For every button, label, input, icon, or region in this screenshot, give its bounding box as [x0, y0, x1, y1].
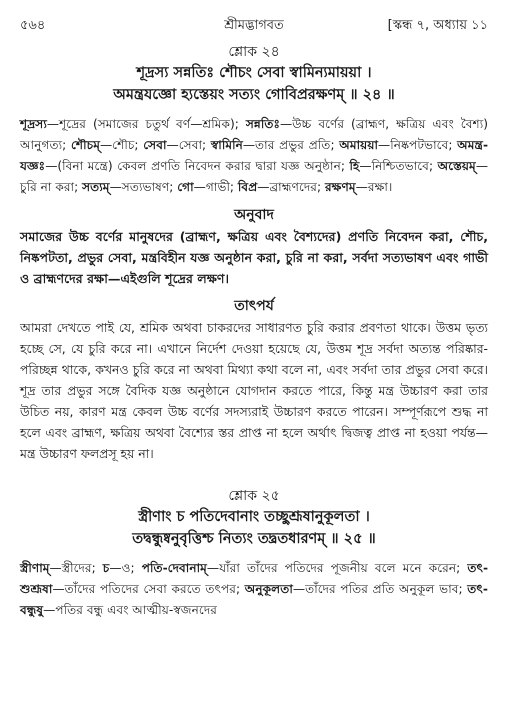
page: [20, 14, 488, 621]
verse-24-synonyms: [20, 114, 488, 198]
synonym-meaning: —নিষ্কপটভাবে;: [378, 138, 458, 152]
synonym-meaning: —শৌচ;: [99, 138, 144, 152]
synonym-word: তৎ-শুশ্রূষা: [20, 561, 489, 596]
book-title: শ্রীমদ্ভাগবত: [224, 18, 284, 33]
synonym-word: হি: [349, 159, 360, 173]
synonym-word: রক্ষণম্: [324, 180, 356, 194]
verse-24-purport: আমরা দেখতে পাই যে, শ্রমিক অথবা চাকরদের সাধারণত চুরি করার প্রবণতা থাকে। উত্তম ভৃত্য হচ্ছে সে, যে চুরি করে না। এখানে নির্দেশ দেওয়া হয়েছে যে, উত্তম শূদ্র সর্বদা অত্যন্ত পরিষ্কার-পরিচ্ছন্ন থাকে, কখনও চুরি করে না অথবা মিথ্যা কথা বলে না, এবং সর্বদা তার প্রভুর সেবা করে। শূদ্র তার প্রভুর সঙ্গে বৈদিক যজ্ঞ অনুষ্ঠানে যোগদান করতে পারে, কিন্তু মন্ত্র উচ্চারণ করা তার উচিত নয়, কারণ মন্ত্র কেবল উচ্চ বর্ণের সদস্যরাই উচ্চারণ করতে পারেন। সম্পূর্ণরূপে শুদ্ধ না হলে এবং ব্রাহ্মণ, ক্ষত্রিয় অথবা বৈশ্যের স্তর প্রাপ্ত না হলে অর্থাৎ দ্বিজত্ব প্রাপ্ত না হওয়া পর্যন্ত—মন্ত্র উচ্চারণ ফলপ্রসূ হয় না।: [20, 320, 488, 461]
verse-25-line-1: স্ত্রীণাং চ পতিদেবানাং তচ্ছুশ্রূষানুকূলতা ।: [138, 509, 370, 525]
synonym-word: গো: [177, 180, 194, 194]
translation-heading: অনুবাদ: [234, 207, 274, 223]
synonym-word: স্বামিনি: [210, 138, 243, 152]
synonym-meaning: —তার প্রভুর প্রতি;: [242, 138, 340, 152]
page-number: ৫৬৪: [20, 18, 46, 33]
synonym-meaning: —পতির বন্ধু এবং আত্মীয়-স্বজনদের: [43, 603, 217, 617]
synonym-meaning: —গাভী;: [193, 180, 238, 194]
purport-heading: তাৎপর্য: [234, 298, 274, 314]
synonym-word: শূদ্রস্য: [20, 117, 47, 131]
synonym-meaning: —সেবা;: [166, 138, 211, 152]
synonym-word: সত্যম্: [82, 180, 110, 194]
synonym-word: তৎ-বন্ধুষু: [20, 582, 488, 617]
synonym-word: অনুকূলতা: [244, 582, 293, 596]
verse-24-translation: সমাজের উচ্চ বর্ণের মানুষদের (ব্রাহ্মণ, ক্ষত্রিয় এবং বৈশ্যদের) প্রণতি নিবেদন করা, শৌচ, নিষ্কপটতা, প্রভুর সেবা, মন্ত্রবিহীন যজ্ঞ অনুষ্ঠান করা, চুরি না করা, সর্বদা সত্যভাষণ এবং গাভী ও ব্রাহ্মণদের রক্ষা—এইগুলি শূদ্রের লক্ষণ।: [20, 229, 488, 286]
verse-24-line-1: শূদ্রস্য সন্নতিঃ শৌচং সেবা স্বামিন্যমায়য়া ।: [136, 65, 372, 81]
synonym-word: শৌচম্: [70, 138, 100, 152]
synonym-meaning: —স্ত্রীদের;: [49, 561, 103, 575]
synonym-word: চ: [102, 561, 110, 575]
synonym-word: সন্নতিঃ: [245, 117, 280, 131]
running-header: [20, 14, 488, 36]
synonym-word: বিপ্র: [237, 180, 258, 194]
synonym-meaning: —তাঁদের পতির প্রতি অনুকূল ভাব;: [292, 582, 468, 596]
synonym-meaning: —ব্রাহ্মণদের;: [257, 180, 325, 194]
synonym-meaning: —চুরি না করা;: [20, 159, 488, 194]
verse-24-line-2: অমন্ত্রযজ্ঞো হ্যস্তেয়ং সত্যং গোবিপ্ররক্ষণম্ ॥ ২৪ ॥: [113, 87, 395, 103]
synonym-meaning: —উচ্চ বর্ণের (ব্রাহ্মণ, ক্ষত্রিয় এবং বৈশ্য) আনুগত্য;: [20, 117, 488, 152]
chapter-reference: [স্কন্ধ ৭, অধ্যায় ১১: [387, 18, 488, 33]
synonym-meaning: —সত্যভাষণ;: [109, 180, 178, 194]
synonym-word: সেবা: [143, 138, 167, 152]
verse-25-title: শ্লোক ২৫: [228, 488, 280, 504]
synonym-meaning: —(বিনা মন্ত্রে) কেবল প্রণতি নিবেদন করার দ্বারা যজ্ঞ অনুষ্ঠান;: [45, 159, 350, 173]
synonym-word: অমন্ত্র-যজ্ঞঃ: [20, 138, 488, 173]
synonym-meaning: —তাঁদের পতিদের সেবা করতে তৎপর;: [52, 582, 245, 596]
verse-24-text: [20, 62, 488, 106]
synonym-word: অমায়য়া: [339, 138, 379, 152]
synonym-word: স্ত্রীণাম্: [20, 561, 50, 575]
verse-25-text: [20, 506, 488, 550]
verse-25-line-2: তদ্বন্ধুষ্বনুবৃত্তিশ্চ নিত্যং তদ্ব্রতধারণম্ ॥ ২৫ ॥: [132, 531, 376, 547]
spacer: [20, 464, 488, 480]
synonym-word: পতি-দেবানাম্: [141, 561, 207, 575]
synonym-meaning: —শূদ্রের (সমাজের চতুর্থ বর্ণ—শ্রমিক);: [46, 117, 246, 131]
synonym-word: অস্তেয়ম্: [437, 159, 476, 173]
synonym-meaning: —ও;: [109, 561, 142, 575]
verse-25-synonyms: [20, 558, 488, 621]
synonym-meaning: —রক্ষা।: [355, 180, 393, 194]
synonym-meaning: —যাঁরা তাঁদের পতিদের পূজনীয় বলে মনে করেন;: [206, 561, 468, 575]
verse-24-title: শ্লোক ২৪: [228, 44, 280, 60]
synonym-meaning: —নিশ্চিতভাবে;: [359, 159, 438, 173]
